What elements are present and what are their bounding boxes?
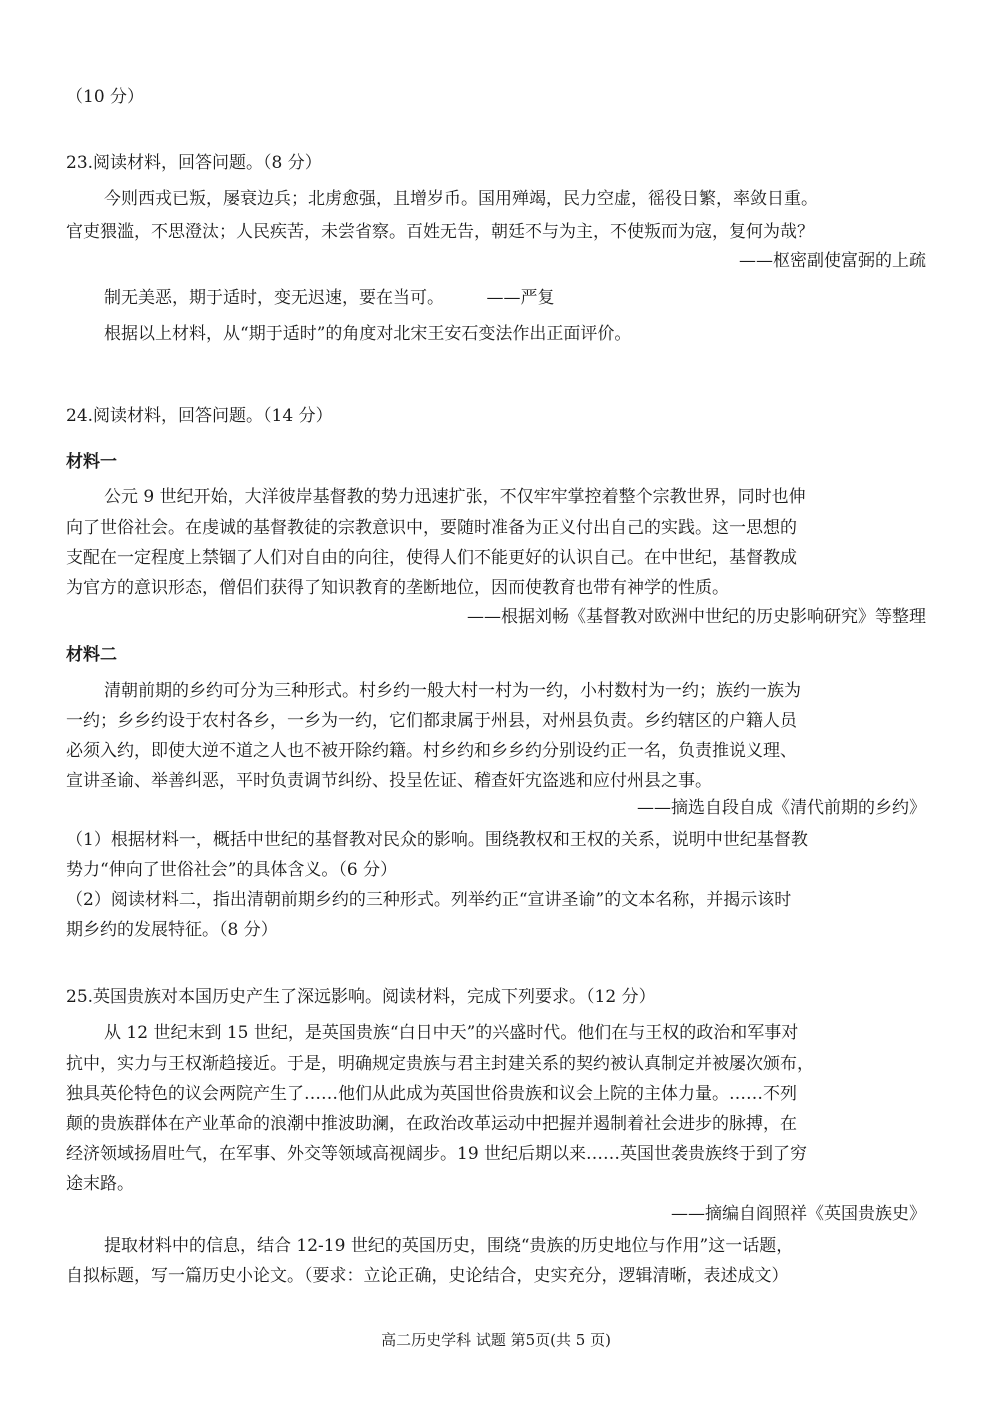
q25-material-source: ——摘编自阎照祥《英国贵族史》: [671, 1204, 926, 1224]
q25-heading: 25.英国贵族对本国历史产生了深远影响。阅读材料，完成下列要求。（12 分）: [66, 987, 656, 1007]
q25-material-line: 抗中，实力与王权渐趋接近。于是，明确规定贵族与君主封建关系的契约被认真制定并被屡次颁布，: [66, 1054, 814, 1074]
q25-task: 提取材料中的信息，结合 12-19 世纪的英国历史，围绕“贵族的历史地位与作用”这一话题，: [104, 1236, 794, 1256]
q24-material2-line: 宣讲圣谕、举善纠恶，平时负责调节纠纷、投呈佐证、稽查奸宄盗逃和应付州县之事。: [66, 771, 712, 791]
q24-material2-line: 必须入约，即使大逆不道之人也不被开除约籍。村乡约和乡乡约分别设约正一名，负责推说义理、: [66, 741, 797, 761]
q25-material-line: 从 12 世纪末到 15 世纪，是英国贵族“白日中天”的兴盛时代。他们在与王权的政治和军事对: [104, 1023, 799, 1043]
q24-subquestion-1: 势力“伸向了世俗社会”的具体含义。（6 分）: [66, 860, 398, 880]
q24-material1-line: 向了世俗社会。在虔诚的基督教徒的宗教意识中，要随时准备为正义付出自己的实践。这一思想的: [66, 518, 797, 538]
q24-material1-source: ——根据刘畅《基督教对欧洲中世纪的历史影响研究》等整理: [467, 607, 926, 627]
q24-material2-source: ——摘选自段自成《清代前期的乡约》: [637, 798, 926, 818]
q23-quote1-line: 官吏猥滥，不思澄汰；人民疾苦，未尝省察。百姓无告，朝廷不与为主，不使叛而为寇，复何为哉？: [66, 222, 814, 242]
q25-material-line: 独具英伦特色的议会两院产生了……他们从此成为英国世俗贵族和议会上院的主体力量。……不列: [66, 1084, 797, 1104]
q25-task: 自拟标题，写一篇历史小论文。（要求：立论正确，史论结合，史实充分，逻辑清晰，表述成文）: [66, 1266, 789, 1286]
q24-material1-line: 公元 9 世纪开始，大洋彼岸基督教的势力迅速扩张，不仅牢牢掌控着整个宗教世界，同时也伸: [104, 487, 806, 507]
q24-subquestion-2: 期乡约的发展特征。（8 分）: [66, 920, 278, 940]
page-footer: 高二历史学科 试题 第5页(共 5 页): [381, 1331, 611, 1349]
top-score: （10 分）: [66, 87, 145, 107]
q24-material1-line: 支配在一定程度上禁锢了人们对自由的向往，使得人们不能更好的认识自己。在中世纪，基督教成: [66, 548, 797, 568]
q23-quote1-source: ——枢密副使富弼的上疏: [739, 251, 926, 271]
q24-material2-line: 清朝前期的乡约可分为三种形式。村乡约一般大村一村为一约，小村数村为一约；族约一族为: [104, 681, 801, 701]
q25-material-line: 途末路。: [66, 1174, 134, 1194]
q24-material1-line: 为官方的意识形态，僧侣们获得了知识教育的垄断地位，因而使教育也带有神学的性质。: [66, 578, 729, 598]
q24-heading: 24.阅读材料，回答问题。（14 分）: [66, 406, 333, 426]
q24-subquestion-2: （2）阅读材料二，指出清朝前期乡约的三种形式。列举约正“宣讲圣谕”的文本名称，并揭示该时: [66, 890, 792, 910]
q24-material1-title: 材料一: [66, 452, 117, 472]
q24-material2-title: 材料二: [66, 645, 117, 665]
q24-material2-line: 一约；乡乡约设于农村各乡，一乡为一约，它们都隶属于州县，对州县负责。乡约辖区的户籍人员: [66, 711, 797, 731]
q23-heading: 23.阅读材料，回答问题。（8 分）: [66, 153, 322, 173]
q25-material-line: 颠的贵族群体在产业革命的浪潮中推波助澜，在政治改革运动中把握并遏制着社会进步的脉搏，在: [66, 1114, 797, 1134]
q23-quote1-line: 今则西戎已叛，屡衰边兵；北虏愈强，且增岁币。国用殚竭，民力空虚，徭役日繁，率敛日重。: [104, 189, 818, 209]
q23-quote2: 制无美恶，期于适时，变无迟速，要在当可。 ——严复: [104, 288, 555, 308]
q23-task: 根据以上材料，从“期于适时”的角度对北宋王安石变法作出正面评价。: [104, 324, 632, 344]
q25-material-line: 经济领域扬眉吐气，在军事、外交等领域高视阔步。19 世纪后期以来……英国世袭贵族终于到了穷: [66, 1144, 808, 1164]
q24-subquestion-1: （1）根据材料一，概括中世纪的基督教对民众的影响。围绕教权和王权的关系，说明中世纪基督教: [66, 830, 808, 850]
